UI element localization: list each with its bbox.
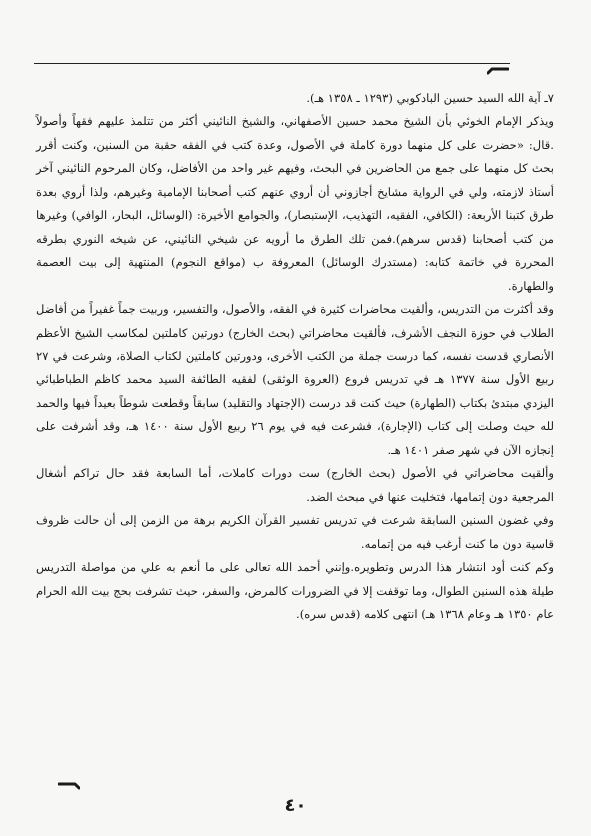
paragraph: وكم كنت أود انتشار هذا الدرس وتطويره.وإنني أحمد الله تعالى على ما أنعم به علي من مواصلة التدريس طيلة هذه السنين الطوال، وما توقفت إلا في الضرورات كالمرض، والسفر، حيث تشرفت بحج بيت الله الحرام عام ١٣٥٠ هـ وعام ١٣٦٨ هـ) انتهى كلامه (قدس سره). bbox=[36, 560, 554, 621]
main-text bbox=[36, 87, 554, 626]
paragraph: وقد أكثرت من التدريس، وألقيت محاضرات كثيرة في الفقه، والأصول، والتفسير، وربيت جماً غفيراً من أفاضل الطلاب في حوزة النجف الأشرف، فألقيت محاضراتي (بحث الخارج) دورتين كاملتين لمكاسب الشيخ الأعظم الأنصاري قدست نفسه، كما درست جملة من الكتب الأخرى، ودورتين كاملتين لكتاب الصلاة، وشرعت في ٢٧ ربيع الأول سنة ١٣٧٧ هـ في تدريس فروع (العروة الوثقى) لفقيه الطائفة السيد محمد كاظم الطباطبائي اليزدي مبتدئ بكتاب (الطهارة) حيث كنت قد درست (الإجتهاد والتقليد) سابقاً وقطعت شوطاً بعيداً فيها والحمد لله حيث وصلت إلى كتاب (الإجارة)، فشرعت فيه في يوم ٢٦ ربيع الأول سنة ١٤٠٠ هـ، وقد أشرفت على إنجازه الآن في شهر صفر ١٤٠١ هـ. bbox=[36, 302, 554, 457]
page-end-arrow-icon bbox=[58, 779, 80, 791]
header-rule bbox=[34, 63, 510, 64]
paragraph: وفي غضون السنين السابقة شرعت في تدريس تفسير القرآن الكريم برهة من الزمن إلى أن حالت ظروف قاسية دون ما كنت أرغب فيه من إتمامه. bbox=[36, 513, 554, 551]
page-continue-arrow-icon bbox=[487, 64, 509, 76]
paragraph: ٧ـ آية الله السيد حسين البادكوبي (١٢٩٣ ـ ١٣٥٨ هـ). bbox=[306, 91, 554, 105]
paragraph: وألقيت محاضراتي في الأصول (بحث الخارج) ست دورات كاملات، أما السابعة فقد حال تراكم أشغال المرجعية دون إتمامها، فتخليت عنها في مبحث الضد. bbox=[36, 466, 554, 504]
paragraph: ويذكر الإمام الخوئي بأن الشيخ محمد حسين الأصفهاني، والشيخ النائيني أكثر من تتلمذ عليهم فقهاً وأصولاً .قال: «حضرت على كل منهما دورة كاملة في الأصول، وعدة كتب في الفقه حقبة من السنين، وكنت أقرر بحث كل منهما على جمع من الحاضرين في البحث، وفيهم غير واحد من الأفاضل، وكان المرحوم النائيني آخر أستاذ لازمته، ولي في الرواية مشايخ أجازوني أن أروي عنهم كتب أصحابنا الإمامية وغيرهم، ولذا أروي بعدة طرق كتبنا الأربعة: (الكافي، الفقيه، التهذيب، الإستبصار)، والجوامع الأخيرة: (الوسائل، البحار، الوافي) وغيرها من كتب أصحابنا (قدس سرهم).فمن تلك الطرق ما أرويه عن شيخي النائيني، عن شيخه النوري بطرقه المحررة في خاتمة كتابه: (مستدرك الوسائل) المعروفة ب (مواقع النجوم) المنتهية إلى بيت العصمة والطهارة. bbox=[36, 114, 554, 293]
page-number: ٤٠ bbox=[284, 795, 307, 816]
